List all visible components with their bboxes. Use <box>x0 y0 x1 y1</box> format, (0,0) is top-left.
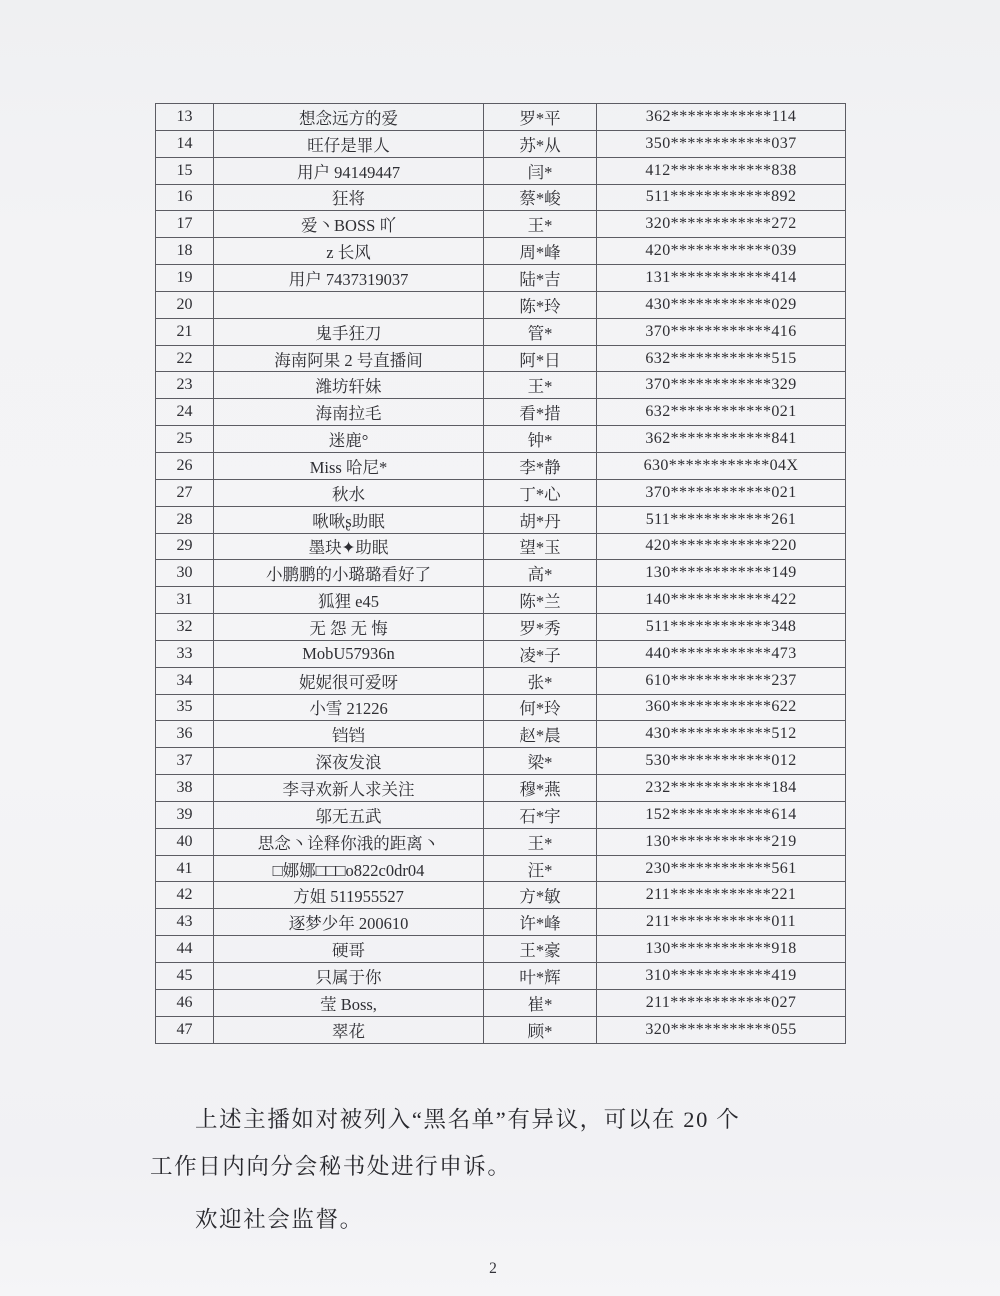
row-index: 42 <box>156 882 214 909</box>
row-index: 25 <box>156 426 214 453</box>
host-name-masked: 看*措 <box>484 399 597 426</box>
row-index: 31 <box>156 587 214 614</box>
host-name-masked: 管* <box>484 318 597 345</box>
table-row <box>156 694 846 721</box>
table-row <box>156 989 846 1016</box>
table-row <box>156 291 846 318</box>
table-row <box>156 130 846 157</box>
username: □娜娜□□□o822c0dr04 <box>214 855 484 882</box>
username: 铛铛 <box>214 721 484 748</box>
username: 爱丶BOSS 吖 <box>214 211 484 238</box>
blacklist-table <box>155 103 846 1044</box>
table-row <box>156 963 846 990</box>
table-row <box>156 828 846 855</box>
host-name-masked: 凌*子 <box>484 640 597 667</box>
id-number-masked: 130************149 <box>597 560 846 587</box>
username: 妮妮很可爱呀 <box>214 667 484 694</box>
username: 用户 94149447 <box>214 157 484 184</box>
id-number-masked: 430************029 <box>597 291 846 318</box>
host-name-masked: 李*静 <box>484 452 597 479</box>
id-number-masked: 370************021 <box>597 479 846 506</box>
table-row <box>156 318 846 345</box>
table-row <box>156 399 846 426</box>
username: 墨玦✦助眠 <box>214 533 484 560</box>
row-index: 29 <box>156 533 214 560</box>
username: 小雪 21226 <box>214 694 484 721</box>
id-number-masked: 350************037 <box>597 130 846 157</box>
table-row <box>156 479 846 506</box>
host-name-masked: 梁* <box>484 748 597 775</box>
host-name-masked: 王* <box>484 211 597 238</box>
id-number-masked: 370************416 <box>597 318 846 345</box>
table-row <box>156 748 846 775</box>
id-number-masked: 130************918 <box>597 936 846 963</box>
host-name-masked: 石*宇 <box>484 801 597 828</box>
username: 用户 7437319037 <box>214 265 484 292</box>
host-name-masked: 高* <box>484 560 597 587</box>
id-number-masked: 232************184 <box>597 775 846 802</box>
row-index: 28 <box>156 506 214 533</box>
host-name-masked: 苏*从 <box>484 130 597 157</box>
id-number-masked: 131************414 <box>597 265 846 292</box>
table-row <box>156 211 846 238</box>
id-number-masked: 362************841 <box>597 426 846 453</box>
row-index: 13 <box>156 104 214 131</box>
table-row <box>156 560 846 587</box>
username: 深夜发浪 <box>214 748 484 775</box>
id-number-masked: 530************012 <box>597 748 846 775</box>
row-index: 32 <box>156 614 214 641</box>
row-index: 33 <box>156 640 214 667</box>
host-name-masked: 胡*丹 <box>484 506 597 533</box>
id-number-masked: 610************237 <box>597 667 846 694</box>
table-row <box>156 1016 846 1043</box>
host-name-masked: 周*峰 <box>484 238 597 265</box>
username: 迷鹿° <box>214 426 484 453</box>
host-name-masked: 叶*辉 <box>484 963 597 990</box>
id-number-masked: 211************011 <box>597 909 846 936</box>
table-row <box>156 426 846 453</box>
host-name-masked: 崔* <box>484 989 597 1016</box>
table-row <box>156 157 846 184</box>
table-row <box>156 184 846 211</box>
host-name-masked: 丁*心 <box>484 479 597 506</box>
id-number-masked: 230************561 <box>597 855 846 882</box>
page-number: 2 <box>489 1260 497 1277</box>
host-name-masked: 陈*兰 <box>484 587 597 614</box>
table-row <box>156 238 846 265</box>
table-row <box>156 104 846 131</box>
row-index: 40 <box>156 828 214 855</box>
username: 海南拉毛 <box>214 399 484 426</box>
id-number-masked: 511************261 <box>597 506 846 533</box>
table-row <box>156 801 846 828</box>
table-row <box>156 775 846 802</box>
table-row <box>156 667 846 694</box>
host-name-masked: 方*敏 <box>484 882 597 909</box>
id-number-masked: 130************219 <box>597 828 846 855</box>
host-name-masked: 汪* <box>484 855 597 882</box>
table-row <box>156 721 846 748</box>
host-name-masked: 蔡*峻 <box>484 184 597 211</box>
host-name-masked: 王* <box>484 372 597 399</box>
row-index: 21 <box>156 318 214 345</box>
row-index: 43 <box>156 909 214 936</box>
id-number-masked: 632************515 <box>597 345 846 372</box>
username <box>214 291 484 318</box>
table-row <box>156 909 846 936</box>
id-number-masked: 370************329 <box>597 372 846 399</box>
row-index: 19 <box>156 265 214 292</box>
row-index: 26 <box>156 452 214 479</box>
username: 海南阿果 2 号直播间 <box>214 345 484 372</box>
username: 狐狸 e45 <box>214 587 484 614</box>
row-index: 14 <box>156 130 214 157</box>
row-index: 34 <box>156 667 214 694</box>
id-number-masked: 430************512 <box>597 721 846 748</box>
host-name-masked: 钟* <box>484 426 597 453</box>
id-number-masked: 152************614 <box>597 801 846 828</box>
table-row <box>156 506 846 533</box>
row-index: 18 <box>156 238 214 265</box>
host-name-masked: 许*峰 <box>484 909 597 936</box>
row-index: 30 <box>156 560 214 587</box>
appeal-note-line1: 上述主播如对被列入“黑名单”有异议，可以在 20 个 <box>195 1107 741 1132</box>
username: 只属于你 <box>214 963 484 990</box>
row-index: 24 <box>156 399 214 426</box>
username: 方姐 511955527 <box>214 882 484 909</box>
row-index: 39 <box>156 801 214 828</box>
table-row <box>156 533 846 560</box>
id-number-masked: 511************892 <box>597 184 846 211</box>
appeal-notes <box>150 1096 862 1243</box>
blacklist-table-container <box>155 103 845 1044</box>
host-name-masked: 闫* <box>484 157 597 184</box>
table-row <box>156 372 846 399</box>
table-row <box>156 882 846 909</box>
id-number-masked: 362************114 <box>597 104 846 131</box>
username: 思念丶诠释你涐的距离丶 <box>214 828 484 855</box>
host-name-masked: 顾* <box>484 1016 597 1043</box>
id-number-masked: 320************272 <box>597 211 846 238</box>
username: 小鹏鹏的小璐璐看好了 <box>214 560 484 587</box>
row-index: 36 <box>156 721 214 748</box>
row-index: 20 <box>156 291 214 318</box>
host-name-masked: 罗*平 <box>484 104 597 131</box>
row-index: 23 <box>156 372 214 399</box>
row-index: 44 <box>156 936 214 963</box>
host-name-masked: 王* <box>484 828 597 855</box>
host-name-masked: 望*玉 <box>484 533 597 560</box>
id-number-masked: 211************027 <box>597 989 846 1016</box>
row-index: 41 <box>156 855 214 882</box>
row-index: 16 <box>156 184 214 211</box>
table-row <box>156 345 846 372</box>
id-number-masked: 211************221 <box>597 882 846 909</box>
id-number-masked: 632************021 <box>597 399 846 426</box>
username: MobU57936n <box>214 640 484 667</box>
table-row <box>156 452 846 479</box>
username: 秋水 <box>214 479 484 506</box>
host-name-masked: 王*豪 <box>484 936 597 963</box>
row-index: 22 <box>156 345 214 372</box>
table-row <box>156 640 846 667</box>
table-row <box>156 587 846 614</box>
host-name-masked: 陈*玲 <box>484 291 597 318</box>
id-number-masked: 440************473 <box>597 640 846 667</box>
row-index: 15 <box>156 157 214 184</box>
id-number-masked: 511************348 <box>597 614 846 641</box>
username: 啾啾ʂ助眠 <box>214 506 484 533</box>
username: 潍坊轩妹 <box>214 372 484 399</box>
row-index: 47 <box>156 1016 214 1043</box>
blacklist-table-body <box>156 104 846 1044</box>
table-row <box>156 936 846 963</box>
supervision-note: 欢迎社会监督。 <box>195 1207 364 1232</box>
host-name-masked: 陆*吉 <box>484 265 597 292</box>
host-name-masked: 阿*日 <box>484 345 597 372</box>
username: 旺仔是罪人 <box>214 130 484 157</box>
id-number-masked: 320************055 <box>597 1016 846 1043</box>
username: 想念远方的爱 <box>214 104 484 131</box>
row-index: 17 <box>156 211 214 238</box>
username: 邬无五武 <box>214 801 484 828</box>
username: z 长风 <box>214 238 484 265</box>
username: 狂将 <box>214 184 484 211</box>
username: 无 怨 无 悔 <box>214 614 484 641</box>
id-number-masked: 360************622 <box>597 694 846 721</box>
table-row <box>156 614 846 641</box>
row-index: 27 <box>156 479 214 506</box>
username: 李寻欢新人求关注 <box>214 775 484 802</box>
appeal-note-line2: 工作日内向分会秘书处进行申诉。 <box>150 1154 512 1179</box>
row-index: 45 <box>156 963 214 990</box>
host-name-masked: 穆*燕 <box>484 775 597 802</box>
username: Miss 哈尼* <box>214 452 484 479</box>
id-number-masked: 140************422 <box>597 587 846 614</box>
username: 硬哥 <box>214 936 484 963</box>
host-name-masked: 赵*晨 <box>484 721 597 748</box>
host-name-masked: 张* <box>484 667 597 694</box>
row-index: 35 <box>156 694 214 721</box>
table-row <box>156 855 846 882</box>
host-name-masked: 何*玲 <box>484 694 597 721</box>
row-index: 38 <box>156 775 214 802</box>
host-name-masked: 罗*秀 <box>484 614 597 641</box>
row-index: 46 <box>156 989 214 1016</box>
id-number-masked: 420************220 <box>597 533 846 560</box>
username: 逐梦少年 200610 <box>214 909 484 936</box>
username: 莹 Boss, <box>214 989 484 1016</box>
table-row <box>156 265 846 292</box>
row-index: 37 <box>156 748 214 775</box>
id-number-masked: 420************039 <box>597 238 846 265</box>
username: 翠花 <box>214 1016 484 1043</box>
username: 鬼手狂刀 <box>214 318 484 345</box>
id-number-masked: 630************04X <box>597 452 846 479</box>
id-number-masked: 310************419 <box>597 963 846 990</box>
id-number-masked: 412************838 <box>597 157 846 184</box>
